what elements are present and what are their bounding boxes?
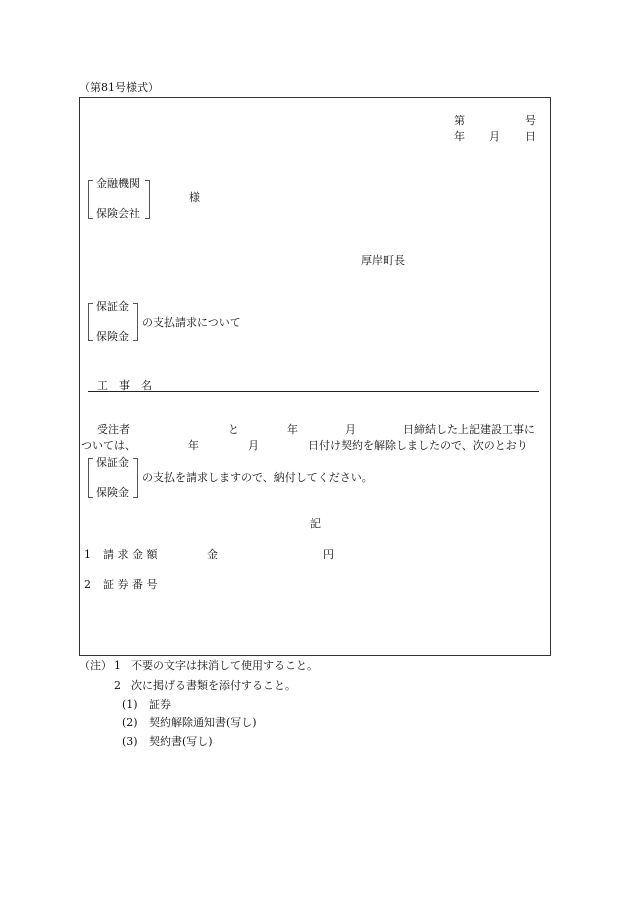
construction-name-line <box>88 391 539 392</box>
subnote3-text: 契約書(写し) <box>149 735 213 748</box>
subnote2-number: (2) <box>122 716 138 729</box>
addressee-line1: 金融機関 <box>96 177 140 190</box>
form-number: （第81号様式） <box>79 81 159 94</box>
addressee-sama: 様 <box>189 191 200 204</box>
body-bracket-line2: 保険金 <box>96 486 129 499</box>
note2-number: 2 <box>114 679 121 692</box>
header-nen: 年 <box>454 130 465 143</box>
body-bracket-line1: 保証金 <box>96 456 129 469</box>
subject-line2: 保険金 <box>96 330 129 343</box>
sender: 厚岸町長 <box>361 254 405 267</box>
item1-number: 1 <box>84 548 91 561</box>
subnote3-number: (3) <box>122 735 138 748</box>
header-hi: 日 <box>525 130 536 143</box>
construction-name-label: 工 事 名 <box>97 379 152 392</box>
note1-number: 1 <box>114 659 121 672</box>
body-line3-rest: の支払を請求しますので、納付してください。 <box>142 471 373 484</box>
note1-text: 不要の文字は抹消して使用すること。 <box>131 659 318 672</box>
header-go: 号 <box>525 114 536 127</box>
note2-text: 次に掲げる書類を添付すること。 <box>131 679 296 692</box>
body-nen-1: 年 <box>287 423 298 436</box>
body-jyuchusha: 受注者 <box>97 423 130 436</box>
header-dai: 第 <box>454 114 465 127</box>
body-nen-2: 年 <box>188 439 199 452</box>
item1-label: 請 求 金 額 <box>103 548 158 561</box>
addressee-line2: 保険会社 <box>96 207 140 220</box>
notes-label: （注） <box>79 659 112 672</box>
addressee-left-bracket <box>88 180 93 219</box>
subnote1-number: (1) <box>122 698 138 711</box>
subnote2-text: 契約解除通知書(写し) <box>149 716 257 729</box>
body-tsuki-1: 月 <box>345 423 356 436</box>
body-tsuki-2: 月 <box>248 439 259 452</box>
addressee-right-bracket <box>145 180 150 219</box>
body-to: と <box>228 423 239 436</box>
body-line2-rest: 日付け契約を解除しましたので、次のとおり <box>308 439 528 452</box>
body-line1-rest: 日締結した上記建設工事に <box>403 423 535 436</box>
item1-yen: 円 <box>323 548 334 561</box>
subject-line1: 保証金 <box>96 300 129 313</box>
subject-left-bracket <box>88 303 93 341</box>
header-tsuki: 月 <box>489 130 500 143</box>
ki-heading: 記 <box>310 517 321 530</box>
item1-kin: 金 <box>207 548 218 561</box>
subject-text: の支払請求について <box>142 316 241 329</box>
item2-label: 証 券 番 号 <box>103 578 158 591</box>
subject-right-bracket <box>133 303 138 341</box>
item2-number: 2 <box>84 578 91 591</box>
body-left-bracket <box>88 458 93 498</box>
body-right-bracket <box>133 458 138 498</box>
subnote1-text: 証券 <box>149 698 171 711</box>
body-line2-start: ついては、 <box>81 439 136 452</box>
